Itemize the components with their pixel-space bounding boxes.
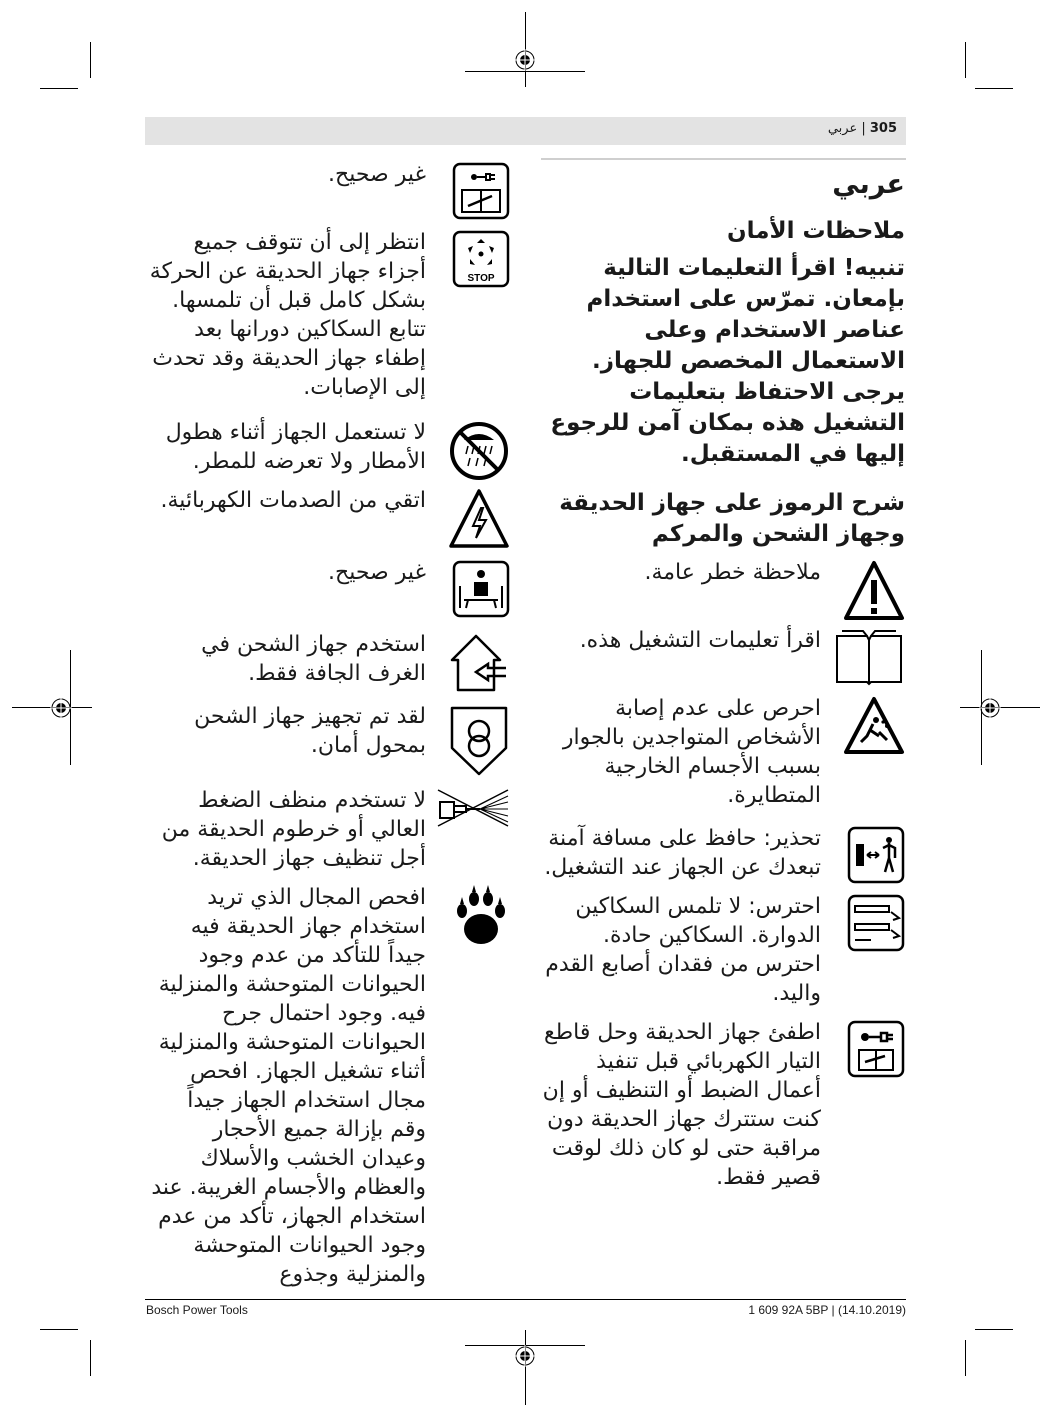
- entry-text: لا تستعمل الجهاز أثناء هطول الأمطار ولا تعرضه للمطر.: [165, 420, 426, 474]
- entry-text: استخدم جهاز الشحن في الغرف الجافة فقط.: [201, 632, 426, 686]
- animal-paw-icon: [452, 885, 510, 947]
- safety-heading: ملاحظات الأمان: [727, 218, 905, 244]
- entry-text: اتقي من الصدمات الكهربائية.: [160, 488, 426, 513]
- crop-mark: [965, 42, 966, 78]
- right-column: [541, 168, 905, 1202]
- symbol-entry: [146, 418, 510, 476]
- symbol-entry: [541, 626, 905, 684]
- entry-text: غير صحيح.: [328, 162, 426, 187]
- plug-manual-icon: [452, 162, 510, 220]
- registration-mark-icon: [50, 697, 72, 719]
- warning-text: تنبيه! اقرأ التعليمات التالية بإمعان. تمرّس على استخدام عناصر الاستخدام وعلى الاستعمال المخصص للجهاز. يرجى الاحتفاظ بتعليمات التشغيل هذه بمكان آمن للرجوع إليها في المستقبل.: [550, 255, 905, 467]
- sharp-blades-icon: [847, 894, 905, 952]
- registration-mark-icon: [979, 697, 1001, 719]
- no-pressure-washer-icon: [436, 788, 510, 828]
- footer-rule: [145, 1299, 906, 1300]
- page-header: [828, 121, 897, 136]
- crop-mark: [40, 88, 78, 89]
- crop-mark: [525, 1330, 526, 1405]
- crop-mark: [975, 1329, 1013, 1330]
- header-bar: [145, 117, 906, 145]
- header-language: عربي: [827, 121, 858, 136]
- entry-text: لا تستخدم منظف الضغط العالي أو خرطوم الحديقة من أجل تنظيف جهاز الحديقة.: [161, 788, 426, 871]
- symbol-entry: [146, 786, 510, 873]
- crop-mark: [90, 42, 91, 78]
- entry-text: احترس: لا تلمس السكاكين الدوارة. السكاكين حادة. احترس من فقدان أصابع القدم واليد.: [545, 894, 821, 1006]
- entry-text: اطفئ جهاز الحديقة وحل قاطع التيار الكهربائي قبل تنفيذ أعمال الضبط أو التنظيف أو إن كنت ستترك جهاز الحديقة دون مراقبة حتى لو كان ذلك لوقت قصير فقط.: [542, 1020, 821, 1190]
- symbol-entry: [541, 694, 905, 810]
- symbol-entry: [146, 702, 510, 776]
- incorrect-use-icon: [452, 560, 510, 618]
- page-number: 305: [869, 121, 897, 136]
- symbol-entry: [541, 892, 905, 1008]
- crop-mark: [90, 1340, 91, 1376]
- wait-stop-icon: [452, 230, 510, 288]
- registration-mark-icon: [514, 49, 536, 71]
- manual-book-icon: [833, 628, 905, 686]
- symbol-entry: [146, 630, 510, 692]
- disconnect-plug-icon: [847, 1020, 905, 1078]
- header-separator: |: [857, 121, 870, 136]
- thrown-objects-icon: [843, 696, 905, 758]
- crop-mark: [40, 1329, 78, 1330]
- crop-mark: [965, 1340, 966, 1376]
- crop-mark: [975, 88, 1013, 89]
- registration-mark-icon: [514, 1345, 536, 1367]
- symbols-heading: شرح الرموز على جهاز الحديقة وجهاز الشحن والمركم: [559, 490, 905, 547]
- left-column: [146, 160, 510, 1299]
- indoor-use-icon: [448, 632, 510, 694]
- symbol-entry: [146, 228, 510, 402]
- symbol-entry: [146, 883, 510, 1289]
- footer-doc-code: 1 609 92A 5BP | (14.10.2019): [748, 1303, 906, 1317]
- entry-text: غير صحيح.: [328, 560, 426, 585]
- no-rain-icon: [448, 420, 510, 482]
- safe-distance-icon: [847, 826, 905, 884]
- symbol-entry: [541, 1018, 905, 1192]
- electric-shock-icon: [448, 488, 510, 550]
- symbol-entry: [146, 558, 510, 620]
- entry-text: انتظر إلى أن تتوقف جميع أجزاء جهاز الحديقة عن الحركة بشكل كامل قبل أن تلمسها. تتابع السكاكين دورانها بعد إطفاء جهاز الحديقة وقد تحدث إلى الإصابات.: [149, 230, 426, 400]
- section-title: عربي: [832, 169, 905, 200]
- symbol-entry: [146, 160, 510, 218]
- entry-text: افحص المجال الذي تريد استخدام جهاز الحديقة فيه جيداً للتأكد من عدم وجود الحيوانات المتوحشة والمنزلية فيه. وجود احتمال جرح الحيوانات المتوحشة والمنزلية أثناء تشغيل الجهاز. افحص مجال استخدام الجهاز جيداً وقم بإزالة جميع الأحجار وعيدان الخشب والأسلاك والعظام والأجسام الغريبة. عند استخدام الجهاز، تأكد من عدم وجود الحيوانات المتوحشة والمنزلية وجذوع: [151, 885, 426, 1287]
- svg-text:STOP: STOP: [467, 273, 495, 284]
- section-rule: [541, 158, 906, 160]
- entry-text: تحذير: حافظ على مسافة آمنة تبعدك عن الجهاز عند التشغيل.: [544, 826, 821, 880]
- entry-text: اقرأ تعليمات التشغيل هذه.: [579, 628, 821, 653]
- entry-text: احرص على عدم إصابة الأشخاص المتواجدين بالجوار بسبب الأجسام الخارجية المتطايرة.: [562, 696, 821, 808]
- symbol-entry: [146, 486, 510, 548]
- footer-brand: Bosch Power Tools: [146, 1303, 248, 1317]
- entry-text: لقد تم تجهيز جهاز الشحن بمحول أمان.: [194, 704, 426, 758]
- safety-transformer-icon: [448, 704, 510, 778]
- warning-triangle-icon: [843, 560, 905, 622]
- symbol-entry: [541, 558, 905, 616]
- symbol-entry: [541, 824, 905, 882]
- entry-text: ملاحظة خطر عامة.: [644, 560, 821, 585]
